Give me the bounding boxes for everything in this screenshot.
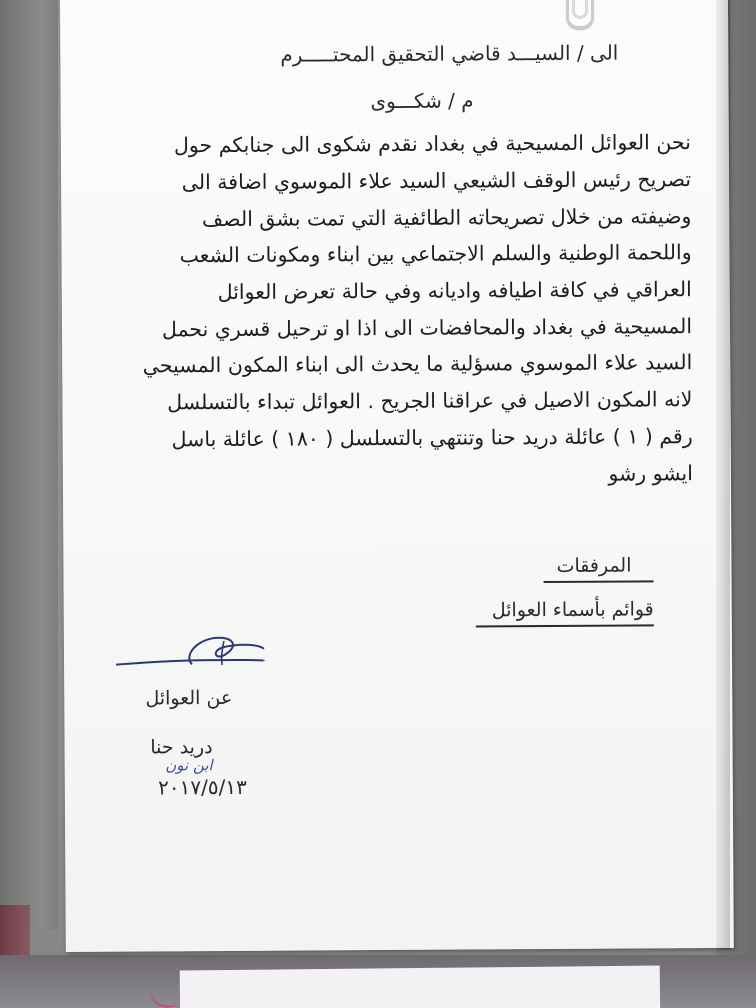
attachments-item: قوائم بأسماء العوائل [491,598,654,622]
attachments-label: المرفقات [556,554,632,577]
signer-handwritten-note: ابن نون [165,756,213,775]
paper-shadow [716,0,730,950]
body-line-5: العراقي في كافة اطيافه واديانه وفي حالة تعرض العوائل [217,277,692,305]
body-line-6: المسيحية في بغداد والمحافضات الى اذا او ترحيل قسري نحمل [161,314,693,342]
body-line-2: تصريح رئيس الوقف الشيعي السيد علاء الموسوي اضافة الى [181,167,692,195]
letter-page [60,0,734,952]
attachments-item-underline [476,624,654,627]
body-line-7: السيد علاء الموسوي مسؤلية ما يحدث الى ابناء المكون المسيحي [142,350,693,378]
body-line-10: ايشو رشو [608,461,693,486]
signature-mark [114,627,274,678]
body-line-4: واللحمة الوطنية والسلم الاجتماعي بين ابناء ومكونات الشعب [179,240,692,268]
folder-left-edge [0,0,58,930]
on-behalf-text: عن العوائل [145,686,233,710]
bottom-paper [180,965,661,1008]
attachments-underline [544,580,654,582]
paperclip-inner-icon [572,0,588,19]
letter-recipient: الى / السيـــد قاضي التحقيق المحتـــــرم [280,40,619,67]
letter-subject: م / شكـــوى [370,88,474,114]
signer-name: دريد حنا [150,736,213,759]
body-line-9: رقم ( ١ ) عائلة دريد حنا وتنتهي بالتسلسل ( ١٨٠ ) عائلة باسل [171,424,693,452]
body-line-3: وضيفته من خلال تصريحاته الطائفية التي تمت بشق الصف [201,204,692,232]
body-line-1: نحن العوائل المسيحية في بغداد نقدم شكوى الى جنابكم حول [173,130,691,158]
letter-date: ٢٠١٧/٥/١٣ [158,774,247,800]
body-line-8: لانه المكون الاصيل في عراقنا الجريح . العوائل تبداء بالتسلسل [167,387,693,415]
